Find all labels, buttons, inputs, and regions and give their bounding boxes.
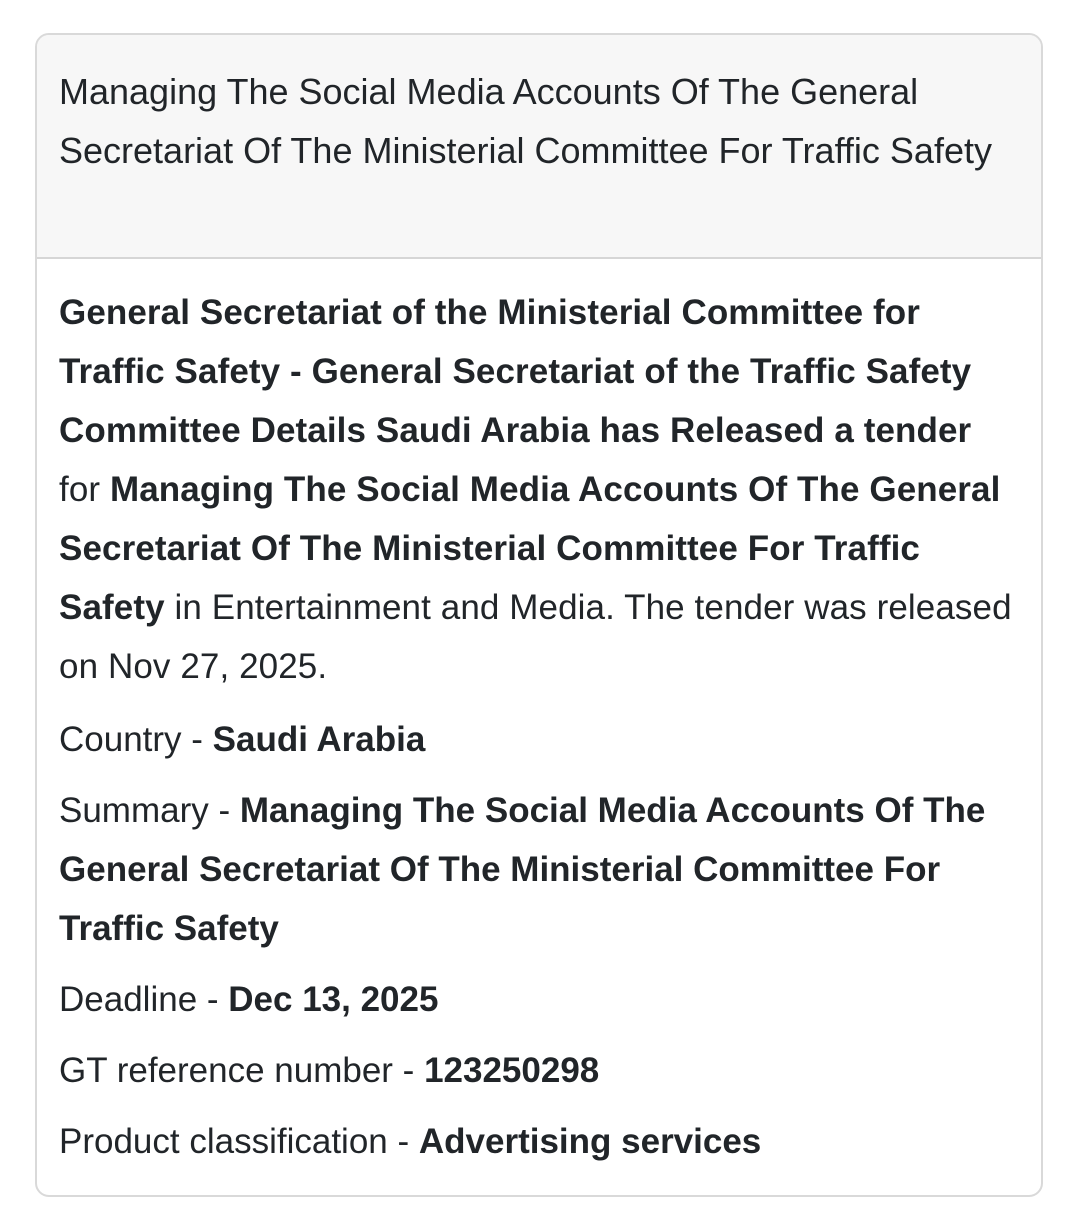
field-product-classification xyxy=(59,1112,1019,1171)
field-label: Deadline - xyxy=(59,980,229,1019)
description-issuer: General Secretariat of the Ministerial Committee for Traffic Safety - General Secretariat of the Traffic Safety Committee Details Saudi Arabia has Released a tender xyxy=(59,293,972,450)
field-deadline xyxy=(59,970,1019,1029)
tender-title: Managing The Social Media Accounts Of The General Secretariat Of The Ministerial Committee For Traffic Safety xyxy=(37,35,1041,259)
tender-card xyxy=(35,33,1043,1197)
description-tender-name: Managing The Social Media Accounts Of The General Secretariat Of The Ministerial Committee For Traffic Safety xyxy=(59,470,1001,627)
field-label: Summary - xyxy=(59,791,240,830)
field-summary xyxy=(59,781,1019,958)
field-label: GT reference number - xyxy=(59,1051,425,1090)
field-value: Advertising services xyxy=(418,1122,762,1161)
description-connector: for xyxy=(59,470,110,509)
field-label: Country - xyxy=(59,720,213,759)
field-gt-reference-number xyxy=(59,1041,1019,1100)
field-value: Dec 13, 2025 xyxy=(228,980,439,1019)
field-label: Product classification - xyxy=(59,1122,419,1161)
tender-description xyxy=(59,283,1019,696)
field-value: Managing The Social Media Accounts Of The General Secretariat Of The Ministerial Committee For Traffic Safety xyxy=(59,791,986,948)
tender-details xyxy=(37,259,1041,1171)
field-value: 123250298 xyxy=(424,1051,600,1090)
field-value: Saudi Arabia xyxy=(212,720,426,759)
field-country xyxy=(59,710,1019,769)
description-sector-date: in Entertainment and Media. The tender was released on Nov 27, 2025. xyxy=(59,588,1012,686)
